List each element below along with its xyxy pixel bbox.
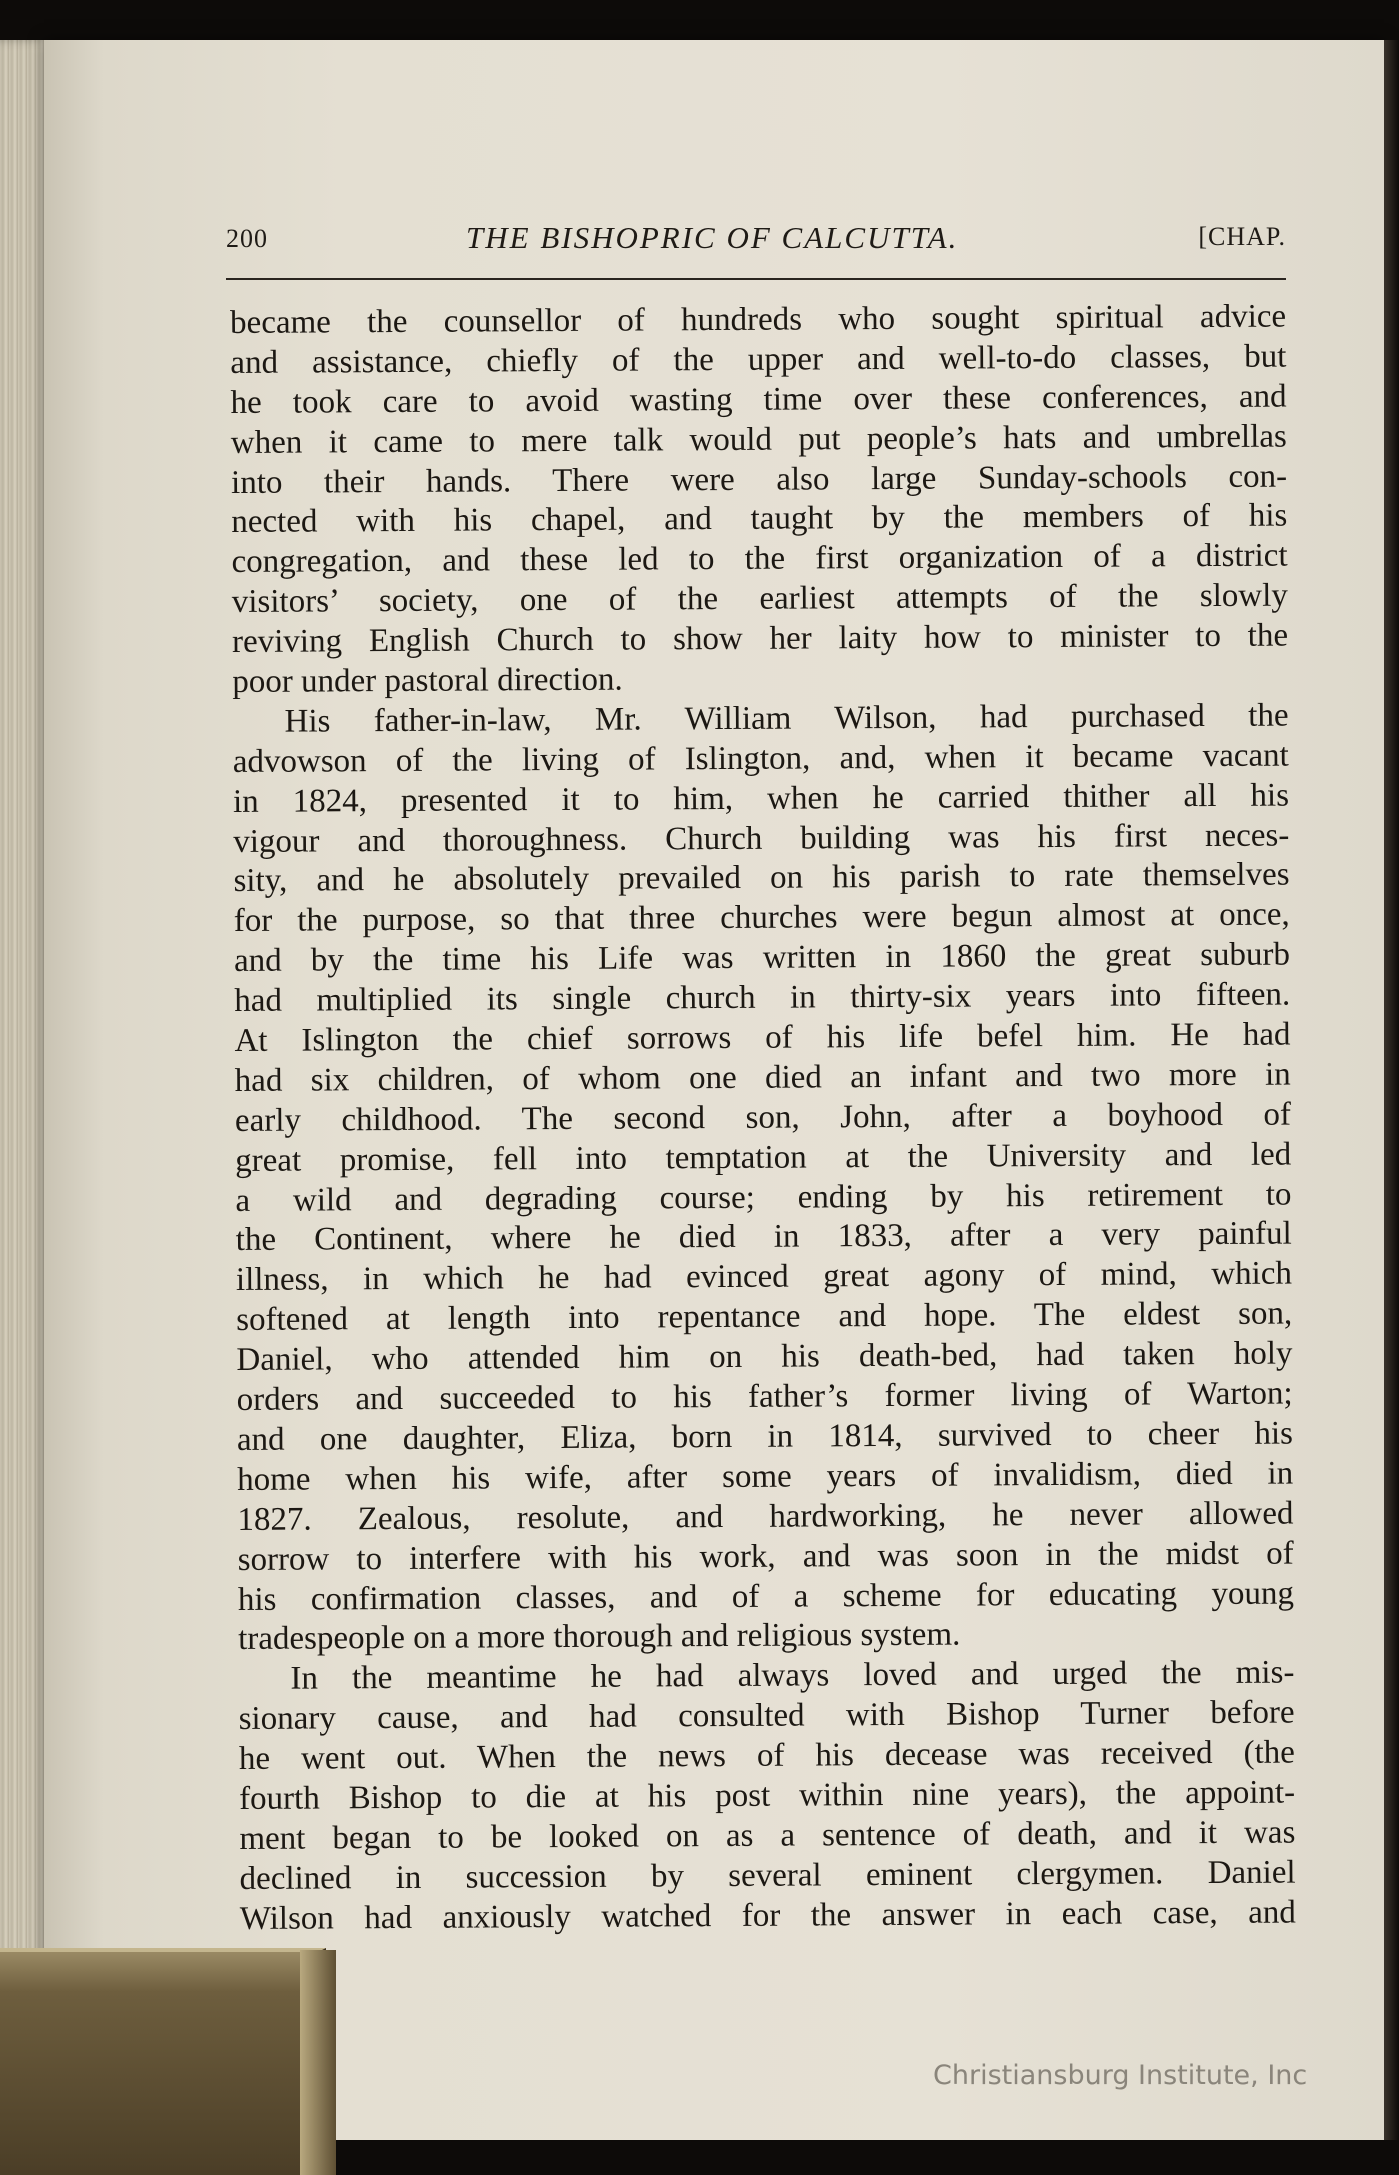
text-line: fourth Bishop to die at his post within nine years), the appoint-	[239, 1774, 1296, 1817]
book-spine-block	[0, 1948, 326, 2175]
page-number: 200	[226, 224, 268, 253]
text-line: sity, and he absolutely prevailed on his parish to rate themselves	[233, 857, 1290, 900]
text-line: sionary cause, and had consulted with Bishop Turner before	[238, 1694, 1295, 1738]
text-line: when it came to mere talk would put people’s hats and umbrellas	[230, 418, 1287, 461]
text-line: reviving English Church to show her laity how to minister to the	[231, 617, 1289, 661]
text-line: declined in succession by several eminent clergymen. Daniel	[239, 1854, 1296, 1897]
text-line: At Islington the chief sorrows of his life befel him. He had	[234, 1016, 1291, 1060]
text-line: His father-in-law, Mr. William Wilson, had purchased the	[284, 697, 1289, 740]
text-line: he took care to avoid wasting time over these conferences, and	[230, 378, 1287, 421]
text-line: Wilson had anxiously watched for the answer in each case, and	[239, 1894, 1296, 1937]
text-line: his confirmation classes, and of a scheme for educating young	[237, 1575, 1295, 1618]
running-title: THE BISHOPRIC OF CALCUTTA.	[466, 220, 959, 255]
text-line: and by the time his Life was written in 1860 the great suburb	[233, 936, 1291, 980]
book-spine-edge	[300, 1950, 336, 2175]
text-line: had six children, of whom one died an infant and two more in	[234, 1056, 1291, 1099]
text-line: and one daughter, Eliza, born in 1814, survived to cheer his	[236, 1415, 1294, 1458]
text-line: home when his wife, after some years of invalidism, died in	[237, 1455, 1294, 1498]
running-head	[226, 220, 1286, 264]
text-line: vigour and thoroughness. Church building was his first neces-	[233, 817, 1290, 860]
page-right-shadow	[1384, 40, 1399, 2152]
text-line: orders and succeeded to his father’s former living of Warton;	[236, 1375, 1293, 1419]
text-line: became the counsellor of hundreds who sought spiritual advice	[230, 298, 1287, 341]
text-line: nected with his chapel, and taught by the members of his	[231, 497, 1288, 541]
text-line: great promise, fell into temptation at the University and led	[235, 1136, 1292, 1179]
text-line: advowson of the living of Islington, and, when it became vacant	[232, 737, 1289, 780]
text-line: he went out. When the news of his decease was received (the	[238, 1734, 1295, 1778]
text-line: sorrow to interfere with his work, and was soon in the midst of	[237, 1535, 1294, 1578]
text-line: in 1824, presented it to him, when he carried thither all his	[232, 777, 1290, 820]
text-line: ment began to be looked on as a sentence of death, and it was	[239, 1814, 1296, 1857]
body-text	[230, 298, 1296, 1940]
text-line: had multiplied its single church in thirty-six years into fifteen.	[234, 976, 1291, 1020]
watermark: Christiansburg Institute, Inc	[933, 2060, 1308, 2091]
text-line: early childhood. The second son, John, after a boyhood of	[234, 1096, 1292, 1139]
text-line: 1827. Zealous, resolute, and hardworking, he never allowed	[237, 1495, 1294, 1538]
text-line: the Continent, where he died in 1833, after a very painful	[235, 1216, 1292, 1259]
text-line: Daniel, who attended him on his death-bed, had taken holy	[236, 1335, 1293, 1379]
text-line: In the meantime he had always loved and urged the mis-	[290, 1654, 1295, 1697]
text-line: a wild and degrading course; ending by his retirement to	[235, 1176, 1292, 1219]
header-rule	[226, 278, 1286, 280]
text-line: tradespeople on a more thorough and religious system.	[238, 1616, 961, 1658]
text-line: and assistance, chiefly of the upper and well-to-do classes, but	[230, 338, 1287, 381]
text-line: illness, in which he had evinced great agony of mind, which	[235, 1255, 1293, 1299]
text-line: congregation, and these led to the first organization of a district	[231, 537, 1288, 581]
text-line: into their hands. There were also large Sunday-schools con-	[230, 458, 1288, 501]
bottom-shadow	[336, 2140, 1399, 2175]
text-line: softened at length into repentance and hope. The eldest son,	[236, 1295, 1293, 1339]
text-line: poor under pastoral direction.	[232, 661, 623, 701]
chapter-mark: [CHAP.	[1198, 222, 1286, 251]
text-line: visitors’ society, one of the earliest attempts of the slowly	[231, 577, 1288, 621]
text-line: for the purpose, so that three churches were begun almost at once,	[233, 896, 1290, 940]
